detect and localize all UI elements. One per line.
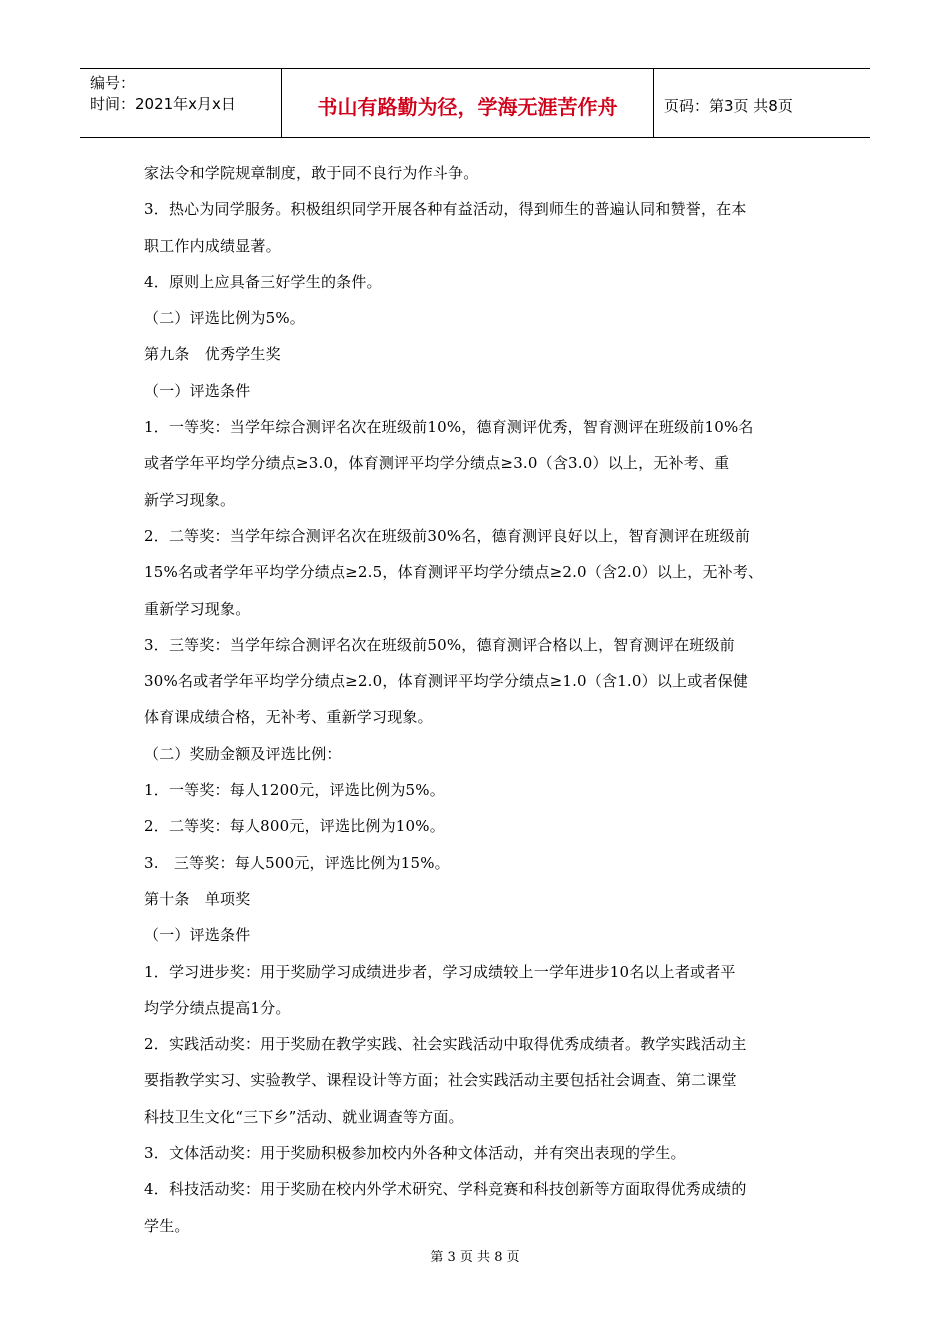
body-line: 1．一等奖：每人1200元，评选比例为5%。: [144, 781, 445, 800]
body-line: 3. 三等奖：每人500元，评选比例为15%。: [144, 853, 450, 872]
document-date: 时间：2021年x月x日: [90, 95, 236, 113]
body-line: 3．文体活动奖：用于奖励积极参加校内外各种文体活动，并有突出表现的学生。: [144, 1144, 686, 1163]
document-number-label: 编号：: [90, 74, 136, 92]
header-motto: 书山有路勤为径，学海无涯苦作舟: [282, 69, 654, 137]
header-page-info: 页码：第3页 共8页: [664, 96, 793, 115]
article-heading: 第九条 优秀学生奖: [144, 345, 281, 364]
body-line: 职工作内成绩显著。: [144, 236, 281, 255]
body-line: 30%名或者学年平均学分绩点≥2.0，体育测评平均学分绩点≥1.0（含1.0）以上或者保健: [144, 672, 749, 691]
article-heading: 第十条 单项奖: [144, 889, 251, 908]
body-line: 2．二等奖：每人800元，评选比例为10%。: [144, 817, 445, 836]
body-line: 3．热心为同学服务。积极组织同学开展各种有益活动，得到师生的普遍认同和赞誉，在本: [144, 200, 747, 219]
body-line: 1．一等奖：当学年综合测评名次在班级前10%，德育测评优秀，智育测评在班级前10%名: [144, 418, 754, 437]
body-line: 要指教学实习、实验教学、课程设计等方面；社会实践活动主要包括社会调查、第二课堂: [144, 1071, 737, 1090]
body-line: 体育课成绩合格，无补考、重新学习现象。: [144, 708, 433, 727]
body-line: 或者学年平均学分绩点≥3.0，体育测评平均学分绩点≥3.0（含3.0）以上，无补考、重: [144, 454, 730, 473]
document-body: [144, 155, 824, 1244]
body-line: 新学习现象。: [144, 490, 236, 509]
header-meta-cell: [80, 69, 282, 137]
body-line: 均学分绩点提高1分。: [144, 998, 291, 1017]
body-line: （二）评选比例为5%。: [144, 309, 305, 328]
body-line: 2．实践活动奖：用于奖励在教学实践、社会实践活动中取得优秀成绩者。教学实践活动主: [144, 1035, 747, 1054]
body-line: 2．二等奖：当学年综合测评名次在班级前30%名，德育测评良好以上，智育测评在班级前: [144, 526, 751, 545]
document-header: [80, 68, 870, 138]
section-heading: （二）奖励金额及评选比例：: [144, 744, 342, 763]
body-line: 4．科技活动奖：用于奖励在校内外学术研究、学科竞赛和科技创新等方面取得优秀成绩的: [144, 1180, 747, 1199]
body-line: 学生。: [144, 1216, 190, 1235]
section-heading: （一）评选条件: [144, 926, 251, 945]
section-heading: （一）评选条件: [144, 381, 251, 400]
body-line: 15%名或者学年平均学分绩点≥2.5，体育测评平均学分绩点≥2.0（含2.0）以上，无补考、: [144, 563, 764, 582]
body-line: 3．三等奖：当学年综合测评名次在班级前50%，德育测评合格以上，智育测评在班级前: [144, 635, 735, 654]
body-line: 4．原则上应具备三好学生的条件。: [144, 272, 382, 291]
body-line: 1．学习进步奖：用于奖励学习成绩进步者，学习成绩较上一学年进步10名以上者或者平: [144, 962, 736, 981]
body-line: 家法令和学院规章制度，敢于同不良行为作斗争。: [144, 164, 479, 182]
body-line: 重新学习现象。: [144, 599, 251, 618]
page-footer: 第 3 页 共 8 页: [430, 1250, 520, 1265]
body-line: 科技卫生文化“三下乡”活动、就业调查等方面。: [144, 1107, 464, 1126]
